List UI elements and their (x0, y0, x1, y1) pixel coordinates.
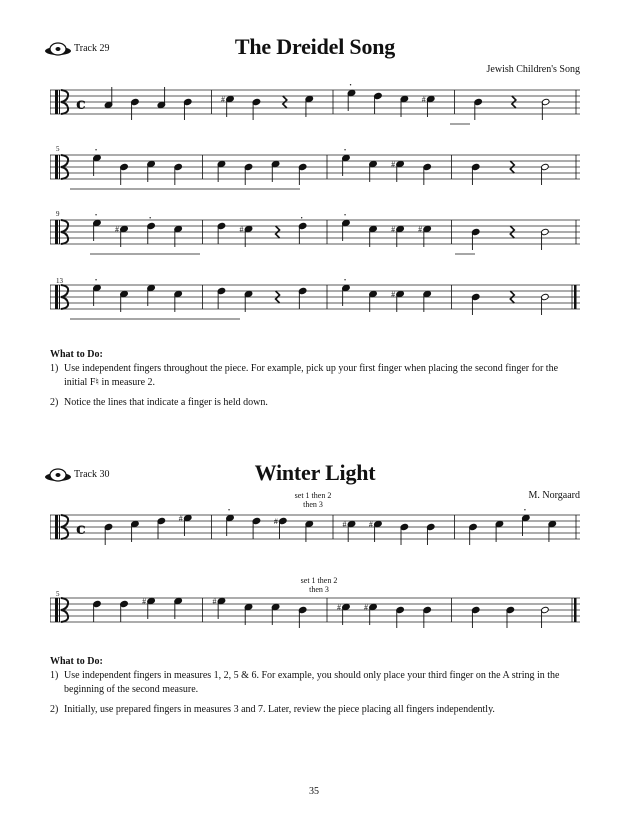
svg-text:•: • (349, 83, 352, 89)
svg-text:•: • (343, 213, 347, 219)
svg-text:•: • (94, 148, 98, 154)
song-title: Winter Light (254, 460, 376, 485)
sharp-icon: # (368, 520, 373, 529)
composer: M. Norgaard (528, 490, 580, 501)
sharp-icon: # (212, 597, 217, 606)
svg-text:•: • (300, 216, 303, 222)
music-staff (50, 145, 580, 195)
sharp-icon: # (391, 290, 396, 299)
measure-number: 9 (56, 210, 60, 218)
instruction-item: 1) Use independent fingers in measures 1, 2, 5 & 6. For example, you should only place your third finger on the A string in the beginning of the second measure. (50, 670, 560, 695)
instructions-heading: What to Do: (50, 656, 103, 667)
sharp-icon: # (364, 603, 369, 612)
music-staff (50, 210, 580, 260)
track-number: Track 29 (74, 42, 110, 54)
sharp-icon: # (178, 514, 183, 523)
measure-number: 5 (56, 590, 60, 598)
sharp-icon: # (391, 225, 396, 234)
track-label (44, 40, 109, 56)
composer: Jewish Children's Song (486, 64, 580, 75)
svg-text:•: • (227, 508, 231, 514)
sharp-icon: # (239, 225, 244, 234)
fingering-instruction: set 1 then 2 then 3 (300, 576, 338, 594)
measure-number: 5 (56, 145, 60, 153)
music-staff (50, 275, 580, 325)
instruction-item: 2) Initially, use prepared fingers in measures 3 and 7. Later, review the piece placing all fingers independently. (50, 704, 495, 715)
music-staff (50, 588, 580, 638)
track-label (44, 466, 109, 482)
fingering-instruction: set 1 then 2 then 3 (294, 491, 332, 509)
svg-text:•: • (523, 508, 526, 514)
svg-text:•: • (149, 216, 152, 222)
sharp-icon: # (391, 160, 396, 169)
cd-icon (44, 466, 72, 482)
song-title: The Dreidel Song (234, 34, 396, 59)
common-time-icon: c (76, 94, 86, 113)
sharp-icon: # (418, 225, 423, 234)
measure-number: 13 (56, 277, 63, 285)
sharp-icon: # (273, 517, 278, 526)
music-staff (50, 80, 580, 130)
sharp-icon: # (342, 520, 347, 529)
instruction-item: 2) Notice the lines that indicate a finger is held down. (50, 397, 268, 408)
track-number: Track 30 (74, 468, 110, 480)
instructions (50, 655, 580, 723)
instructions (50, 348, 580, 416)
instruction-item: 1) Use independent fingers throughout the piece. For example, pick up your first finger when placing the second finger for the initial F♮ in measure 2. (50, 363, 559, 388)
sharp-icon: # (421, 95, 426, 104)
sharp-icon: # (220, 95, 225, 104)
music-staff (50, 505, 580, 555)
svg-text:•: • (94, 278, 98, 284)
page-number: 35 (309, 786, 319, 797)
svg-text:•: • (94, 213, 98, 219)
instructions-heading: What to Do: (50, 349, 103, 360)
cd-icon (44, 40, 72, 56)
common-time-icon: c (76, 519, 86, 538)
sharp-icon: # (336, 603, 341, 612)
svg-text:•: • (343, 278, 347, 284)
svg-text:•: • (343, 148, 347, 154)
sharp-icon: # (142, 597, 147, 606)
sharp-icon: # (115, 225, 120, 234)
